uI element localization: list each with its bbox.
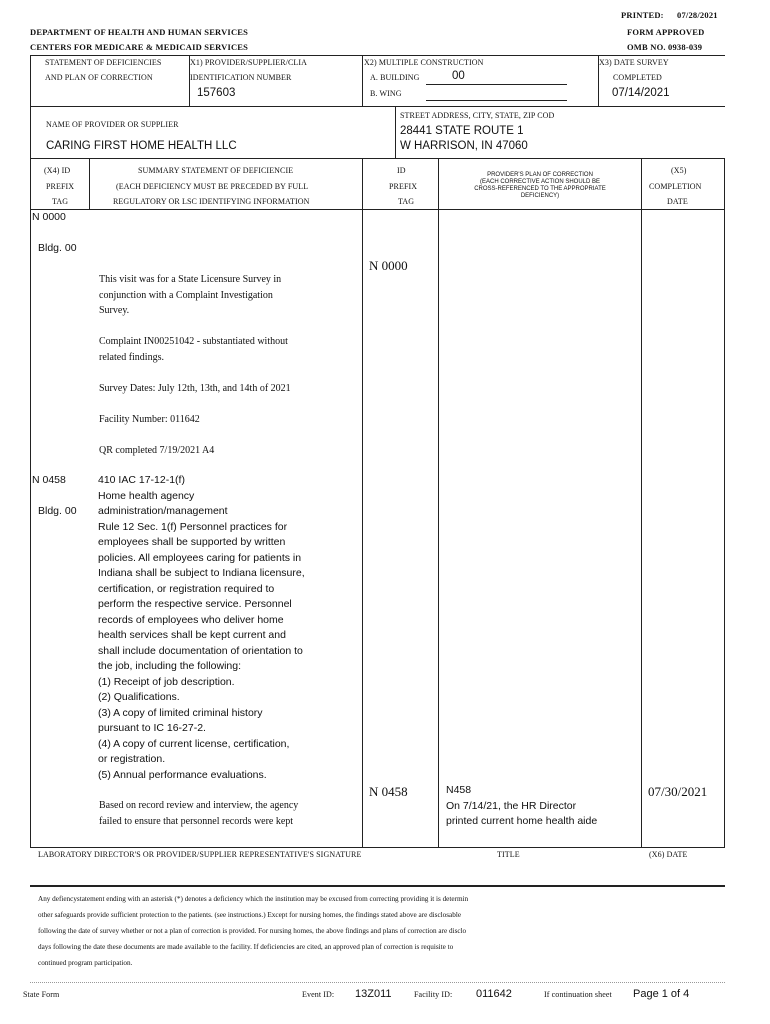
rule-line: records of employees who deliver home: [98, 613, 284, 626]
x2-label: X2) MULTIPLE CONSTRUCTION: [364, 58, 484, 67]
intro-line: Survey.: [99, 305, 130, 316]
form-approved: FORM APPROVED: [627, 27, 705, 37]
building-label: A. BUILDING: [370, 73, 420, 82]
department-title: DEPARTMENT OF HEALTH AND HUMAN SERVICES: [30, 27, 249, 37]
intro-line: This visit was for a State Licensure Survey in: [99, 274, 282, 285]
plan-line: On 7/14/21, the HR Director: [446, 799, 577, 812]
facility-id: 011642: [476, 988, 512, 1000]
intro-line: conjunction with a Complaint Investigation: [99, 289, 273, 301]
rule-line: shall include documentation of orientation to: [98, 644, 303, 657]
id-label-2: PREFIX: [389, 182, 418, 191]
x3-label-2: COMPLETED: [613, 73, 662, 82]
x5-label-1: (X5): [671, 166, 687, 175]
id-label-3: TAG: [398, 197, 415, 206]
intro-line: Survey Dates: July 12th, 13th, and 14th of 2021: [99, 382, 291, 394]
x1-label-2: IDENTIFICATION NUMBER: [190, 73, 292, 82]
centers-title: CENTERS FOR MEDICARE & MEDICAID SERVICES: [30, 42, 249, 52]
address-label: STREET ADDRESS, CITY, STATE, ZIP COD: [400, 111, 555, 120]
id-label-1: ID: [397, 166, 406, 175]
rule-line: Home health agency: [98, 489, 195, 502]
intro-line: [99, 365, 291, 381]
rule-line: certification, or registration required to: [98, 582, 275, 595]
signature-date-label: (X6) DATE: [649, 850, 688, 859]
facility-id-label: Facility ID:: [414, 990, 453, 999]
plan-label-2: (EACH CORRECTIVE ACTION SHOULD BE: [479, 179, 601, 185]
building-tag-2: Bldg. 00: [38, 505, 77, 517]
x4-label-3: TAG: [52, 197, 69, 206]
finding-text: [99, 798, 298, 829]
plan-line: N458: [446, 784, 472, 796]
rule-line: pursuant to IC 16-27-2.: [98, 722, 206, 734]
finding-line: Based on record review and interview, the agency: [99, 800, 299, 811]
intro-line: [99, 396, 291, 412]
provider-name-label: NAME OF PROVIDER OR SUPPLIER: [46, 120, 179, 129]
rule-line: policies. All employees caring for patients in: [98, 551, 302, 564]
summary-label-1: SUMMARY STATEMENT OF DEFICIENCIE: [138, 166, 294, 175]
event-id: 13Z011: [355, 988, 392, 1000]
x1-label-1: X1) PROVIDER/SUPPLIER/CLIA: [190, 58, 308, 67]
disclaimer-text: [38, 891, 728, 971]
completion-date: 07/30/2021: [648, 784, 708, 799]
x3-label-1: X3) DATE SURVEY: [599, 58, 669, 67]
provider-id: 157603: [197, 87, 236, 99]
rule-line: (5) Annual performance evaluations.: [98, 768, 267, 781]
id-prefix-tag-2: N 0458: [369, 784, 408, 799]
rule-line: (1) Receipt of job description.: [98, 675, 235, 688]
disclaimer-line: following the date of survey whether or not a plan of correction is provided. For nursing homes, the above findings and plans of correction are disclo: [38, 927, 467, 935]
rule-line: Rule 12 Sec. 1(f) Personnel practices for: [98, 520, 288, 533]
building-tag-1: Bldg. 00: [38, 242, 77, 254]
rule-line: the job, including the following:: [98, 660, 242, 672]
state-form-label: State Form: [23, 990, 60, 999]
x5-label-3: DATE: [667, 197, 688, 206]
intro-line: Complaint IN00251042 - substantiated without: [99, 336, 288, 347]
id-prefix-tag-1: N 0000: [369, 258, 408, 273]
x5-label-2: COMPLETION: [649, 182, 702, 191]
prefix-tag-2: N 0458: [32, 474, 66, 486]
intro-line: Facility Number: 011642: [99, 413, 200, 425]
x4-label-1: (X4) ID: [44, 166, 71, 175]
plan-label-1: PROVIDER'S PLAN OF CORRECTION: [487, 172, 593, 178]
disclaimer-line: continued program participation.: [38, 959, 133, 967]
printed-label: PRINTED:: [621, 10, 664, 20]
disclaimer-line: Any defiencystatement ending with an asterisk (*) denotes a deficiency which the institution may be excused from correcting providing it is determin: [38, 895, 469, 903]
rule-line: (2) Qualifications.: [98, 691, 180, 703]
intro-text: [99, 272, 291, 458]
survey-date: 07/14/2021: [612, 87, 670, 99]
continuation-label: If continuation sheet: [544, 990, 612, 999]
street-address: 28441 STATE ROUTE 1: [400, 125, 524, 137]
intro-line: QR completed 7/19/2021 A4: [99, 444, 215, 456]
x4-label-2: PREFIX: [46, 182, 75, 191]
disclaimer-line: days following the date these documents are made available to the facility. If deficiencies are cited, an approved plan of correction is requisite to: [38, 943, 454, 951]
title-label: TITLE: [497, 850, 520, 859]
intro-line: related findings.: [99, 351, 164, 363]
omb-number: OMB NO. 0938-039: [627, 42, 703, 52]
plan-line: printed current home health aide: [446, 815, 598, 827]
summary-label-2: (EACH DEFICIENCY MUST BE PRECEDED BY FULL: [116, 182, 309, 191]
wing-label: B. WING: [370, 89, 402, 98]
summary-label-3: REGULATORY OR LSC IDENTIFYING INFORMATION: [113, 197, 310, 206]
rule-line: employees shall be supported by written: [98, 536, 286, 548]
statement-label-1: STATEMENT OF DEFICIENCIES: [45, 58, 162, 67]
event-id-label: Event ID:: [302, 990, 335, 999]
rule-line: (3) A copy of limited criminal history: [98, 706, 263, 719]
page-number: Page 1 of 4: [633, 988, 690, 1000]
city-state-zip: W HARRISON, IN 47060: [400, 140, 528, 152]
rule-text: [98, 473, 305, 783]
finding-line: failed to ensure that personnel records were kept: [99, 815, 294, 827]
rule-line: administration/management: [98, 505, 228, 517]
rule-line: Indiana shall be subject to Indiana licensure,: [98, 567, 305, 579]
printed-date: 07/28/2021: [677, 10, 718, 20]
disclaimer-line: other safeguards provide sufficient protection to the patients. (see instructions.) Except for nursing homes, the findings stated above are disclosable: [38, 911, 462, 919]
signature-label: LABORATORY DIRECTOR'S OR PROVIDER/SUPPLIER REPRESENTATIVE'S SIGNATURE: [38, 850, 362, 859]
plan-label-3: CROSS-REFERENCED TO THE APPROPRIATE: [474, 186, 606, 192]
provider-name: CARING FIRST HOME HEALTH LLC: [46, 140, 237, 152]
building-value: 00: [452, 70, 465, 82]
rule-line: or registration.: [98, 753, 166, 765]
plan-text: [446, 783, 597, 830]
rule-line: (4) A copy of current license, certification,: [98, 737, 290, 750]
intro-line: [99, 319, 291, 335]
plan-label-4: DEFICIENCY): [520, 193, 560, 199]
rule-line: perform the respective service. Personnel: [98, 598, 292, 610]
statement-label-2: AND PLAN OF CORRECTION: [45, 73, 153, 82]
intro-line: [99, 427, 291, 443]
rule-line: 410 IAC 17-12-1(f): [98, 474, 185, 486]
rule-line: health services shall be kept current and: [98, 629, 286, 641]
prefix-tag-1: N 0000: [32, 211, 66, 223]
